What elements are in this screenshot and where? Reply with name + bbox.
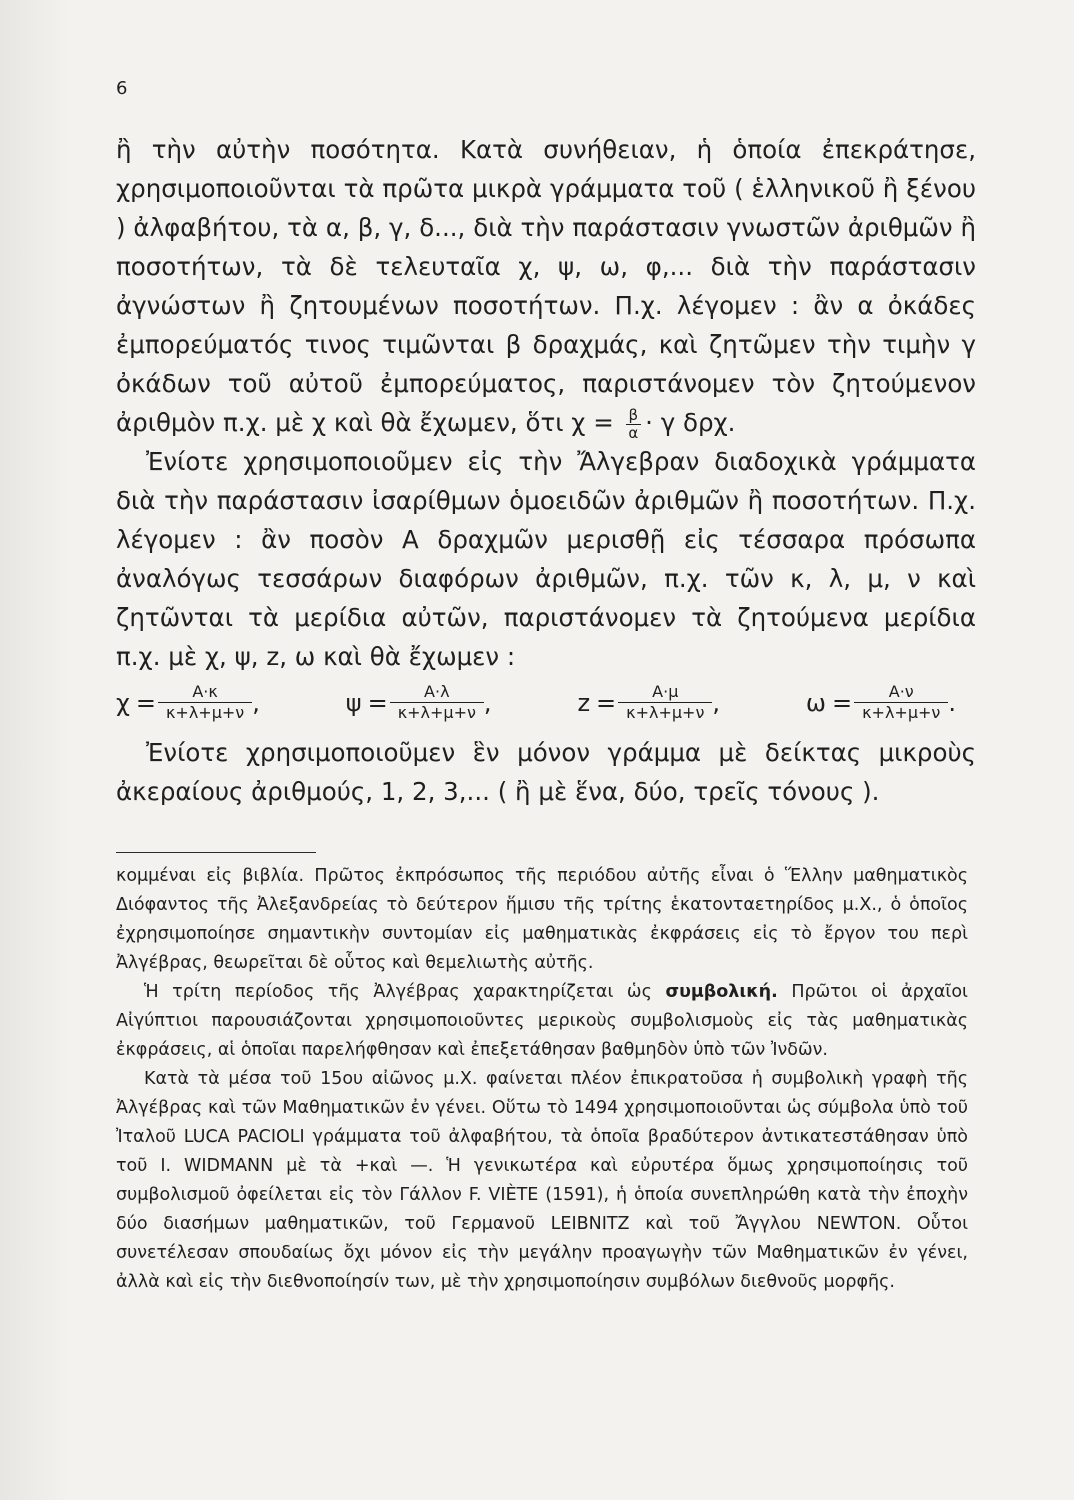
formula-numerator: Α·μ [618, 682, 712, 703]
formula-separator: . [948, 688, 956, 717]
formula-lhs: ψ [345, 688, 362, 717]
formula-numerator: Α·ν [854, 682, 948, 703]
formula-denominator: κ+λ+μ+ν [862, 703, 941, 722]
formula-numerator: Α·λ [390, 682, 484, 703]
formula-separator: , [252, 688, 260, 717]
formula-lhs: z [577, 688, 591, 717]
formula-fraction [162, 682, 248, 723]
formula-separator: , [483, 688, 492, 717]
footnote-paragraph-2 [116, 978, 968, 1065]
formula-separator: , [712, 688, 721, 717]
formula-lhs: χ [116, 688, 130, 717]
paragraph-3: Ἐνίοτε χρησιμοποιοῦμεν ἓν μόνον γράμμα μὲ δείκτας μικροὺς ἀκεραίους ἀριθμούς, 1, 2, 3,... ( ἢ μὲ ἕνα, δύο, τρεῖς τόνους ). [116, 738, 976, 806]
formula-z: z = $\frac{A\cdot\mu}{\kappa+\lambda+\mu+\nu}$ , [577, 682, 721, 722]
footnote-paragraph-1: κομμέναι εἰς βιβλία. Πρῶτος ἐκπρόσωπος τῆς περιόδου αὐτῆς εἶναι ὁ Ἕλλην μαθηματικὸς Διόφαντος τῆς Ἀλεξανδρείας τὸ δεύτερον ἥμισυ τῆς τρίτης ἑκατονταετηρίδος μ.Χ., ὁ ὁποῖος ἐχρησιμοποίησε σημαντικὴν συντομίαν εἰς μαθηματικὰς ἐκφράσεις εἰς τὸ ἔργον του περὶ Ἀλγέβρας, θεωρεῖται δὲ οὗτος καὶ θεμελιωτὴς αὐτῆς. [116, 866, 968, 973]
formula-psi: ψ = $\frac{A\cdot\lambda}{\kappa+\lambda+\mu+\nu}$ , [345, 682, 492, 722]
page-number: 6 [116, 78, 128, 99]
formula-denominator: κ+λ+μ+ν [165, 703, 245, 722]
formula-fraction [622, 682, 708, 723]
inline-fraction-numerator: β [626, 407, 642, 425]
paragraph-2: Ἐνίοτε χρησιμοποιοῦμεν εἰς τὴν Ἄλγεβραν διαδοχικὰ γράμματα διὰ τὴν παράστασιν ἰσαρίθμων ὁμοειδῶν ἀριθμῶν ἢ ποσοτήτων. Π.χ. λέγομεν : ἂν ποσὸν Α δραχμῶν μερισθῇ εἰς τέσσαρα πρόσωπα ἀναλόγως τεσσάρων διαφόρων ἀριθμῶν, π.χ. τῶν κ, λ, μ, ν καὶ ζητῶνται τὰ μερίδια αὐτῶν, παριστάνομεν τὰ ζητούμενα μερίδια π.χ. μὲ χ, ψ, z, ω καὶ θὰ ἔχωμεν : [116, 447, 976, 671]
page-edge-shadow [0, 0, 70, 1500]
inline-fraction-denominator: α [628, 423, 639, 442]
formula-denominator: κ+λ+μ+ν [626, 703, 705, 722]
footnote-paragraph-2-start: Ἡ τρίτη περίοδος τῆς Ἀλγέβρας χαρακτηρίζεται ὡς [144, 982, 652, 1002]
formula-numerator: Α·κ [158, 682, 252, 703]
formula-row [116, 682, 976, 723]
footnotes [116, 862, 968, 1297]
paragraph-1 [116, 130, 976, 442]
footnote-divider [116, 852, 316, 853]
footnote-paragraph-3: Κατὰ τὰ μέσα τοῦ 15ου αἰῶνος μ.Χ. φαίνεται πλέον ἐπικρατοῦσα ἡ συμβολικὴ γραφὴ τῆς Ἀλγέβρας καὶ τῶν Μαθηματικῶν ἐν γένει. Οὕτω τὸ 1494 χρησιμοποιοῦνται ὡς σύμβολα ὑπὸ τοῦ Ἰταλοῦ LUCA PACIOLI γράμματα τοῦ ἀλφαβήτου, τὰ ὁποῖα βραδύτερον ἀντικατεστάθησαν ὑπὸ τοῦ I. WIDMANN μὲ τὰ +καὶ —. Ἡ γενικωτέρα καὶ εὐρυτέρα ὅμως χρησιμοποίησις τοῦ συμβολισμοῦ ὀφείλεται εἰς τὸν Γάλλον F. VIÈTE (1591), ἡ ὁποία συνεπληρώθη κατὰ τὴν ἐποχὴν δύο διασήμων μαθηματικῶν, τοῦ Γερμανοῦ LEIBNITZ καὶ τοῦ Ἄγγλου NEWTON. Οὗτοι συνετέλεσαν σπουδαίως ὄχι μόνον εἰς τὴν μεγάλην προαγωγὴν τῶν Μαθηματικῶν ἐν γένει, ἀλλὰ καὶ εἰς τὴν διεθνοποίησίν των, μὲ τὴν χρησιμοποίησιν συμβόλων διεθνοῦς μορφῆς. [116, 1069, 968, 1292]
paragraph-1-text: ἢ τὴν αὐτὴν ποσότητα. Κατὰ συνήθειαν, ἡ ὁποία ἐπεκράτησε, χρησιμοποιοῦνται τὰ πρῶτα μικρὰ γράμματα τοῦ ( ἑλληνικοῦ ἢ ξένου ) ἀλφαβήτου, τὰ α, β, γ, δ..., διὰ τὴν παράστασιν γνωστῶν ἀριθμῶν ἢ ποσοτήτων, τὰ δὲ τελευταῖα χ, ψ, ω, φ,... διὰ τὴν παράστασιν ἀγνώστων ἢ ζητουμένων ποσοτήτων. Π.χ. λέγομεν : ἂν α ὀκάδες ἐμπορεύματός τινος τιμῶνται β δραχμάς, καὶ ζητῶμεν τὴν τιμὴν γ ὀκάδων τοῦ αὐτοῦ ἐμπορεύματος, παριστάνομεν τὸν ζητούμενον ἀριθμὸν π.χ. μὲ χ καὶ θὰ ἔχωμεν, ὅτι χ = [116, 135, 976, 437]
inline-fraction [626, 407, 642, 442]
main-text [116, 130, 976, 811]
formula-x: χ = $\frac{A\cdot\kappa}{\kappa+\lambda+\mu+\nu}$ , [116, 682, 260, 722]
footnote-paragraph-2-end: Πρῶτοι οἱ ἀρχαῖοι Αἰγύπτιοι παρουσιάζονται χρησιμοποιοῦντες μερικοὺς συμβολισμοὺς εἰς τὰς μαθηματικὰς ἐκφράσεις, αἱ ὁποῖαι παρελήφθησαν καὶ ἐπεξετάθησαν βαθμηδὸν ὑπὸ τῶν Ἰνδῶν. [116, 982, 968, 1060]
formula-fraction [858, 682, 944, 723]
formula-fraction [394, 682, 480, 723]
formula-lhs: ω [805, 688, 827, 717]
footnote-bold-term: συμβολική. [665, 982, 778, 1002]
formula-denominator: κ+λ+μ+ν [397, 703, 476, 722]
inline-fraction-suffix: · γ δρχ. [645, 408, 736, 437]
formula-omega: ω = $\frac{A\cdot\nu}{\kappa+\lambda+\mu+\nu}$ . [805, 682, 956, 722]
